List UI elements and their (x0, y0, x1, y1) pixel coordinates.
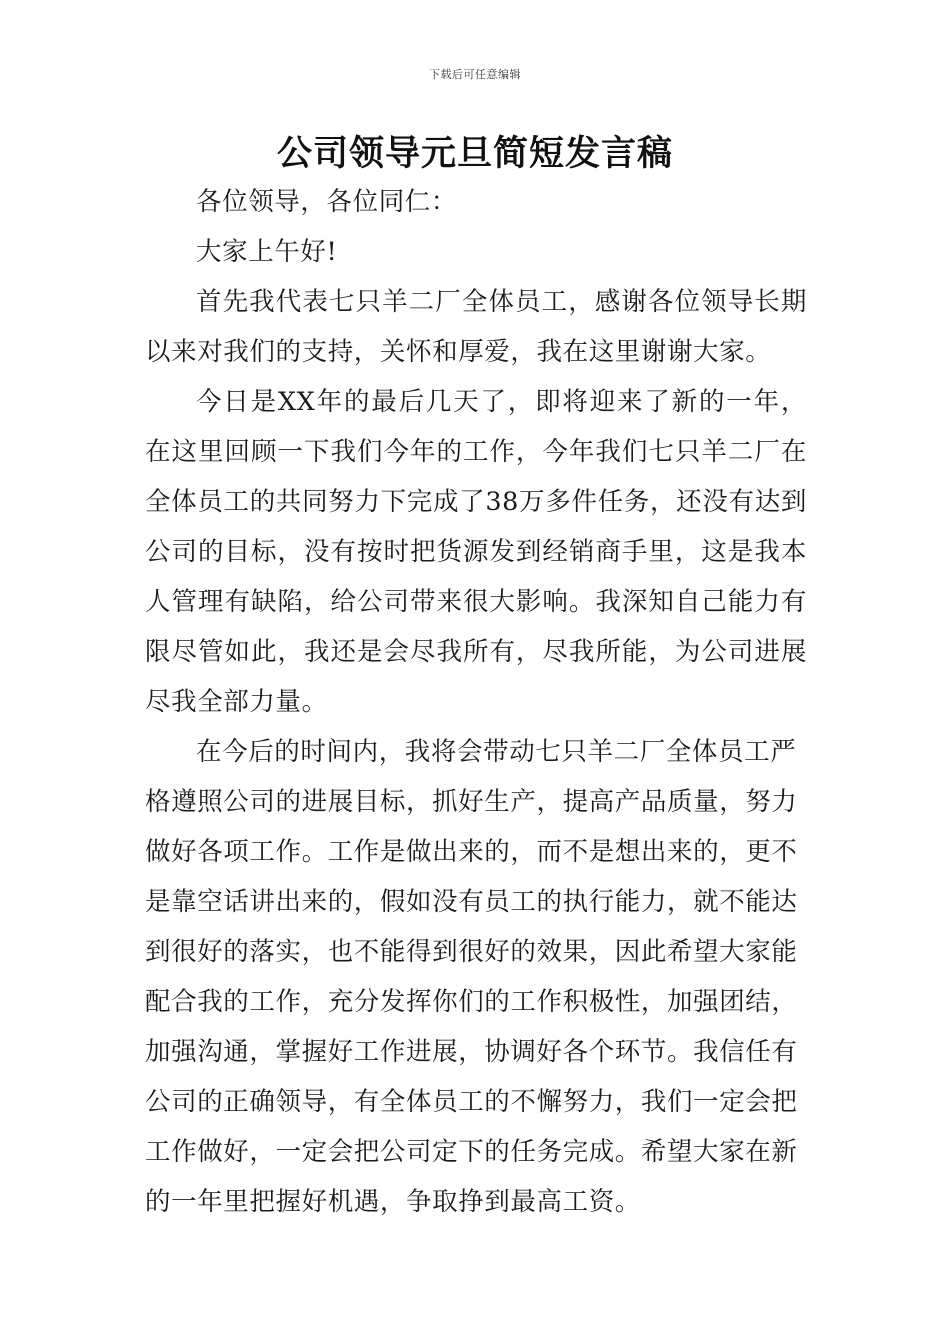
paragraph-review: 今日是XX年的最后几天了，即将迎来了新的一年，在这里回顾一下我们今年的工作，今年我们七只羊二厂在全体员工的共同努力下完成了38万多件任务，还没有达到公司的目标，没有按时把货源发到经销商手里，这是我本人管理有缺陷，给公司带来很大影响。我深知自己能力有限尽管如此，我还是会尽我所有，尽我所能，为公司进展尽我全部力量。 (145, 387, 807, 717)
paragraph-future: 在今后的时间内，我将会带动七只羊二厂全体员工严格遵照公司的进展目标，抓好生产，提高产品质量，努力做好各项工作。工作是做出来的，而不是想出来的，更不是靠空话讲出来的，假如没有员工的执行能力，就不能达到很好的落实，也不能得到很好的效果，因此希望大家能配合我的工作，充分发挥你们的工作积极性，加强团结，加强沟通，掌握好工作进展，协调好各个环节。我信任有公司的正确领导，有全体员工的不懈努力，我们一定会把工作做好，一定会把公司定下的任务完成。希望大家在新的一年里把握好机遇，争取挣到最高工资。 (145, 737, 798, 1217)
salutation: 各位领导，各位同仁： (196, 187, 458, 217)
paragraph-thanks: 首先我代表七只羊二厂全体员工，感谢各位领导长期以来对我们的支持，关怀和厚爱，我在这里谢谢大家。 (145, 287, 807, 367)
header-note: 下载后可任意编辑 (429, 68, 521, 81)
greeting: 大家上午好! (196, 237, 338, 267)
document-body (145, 177, 807, 1227)
document-title: 公司领导元旦简短发言稿 (276, 134, 673, 174)
